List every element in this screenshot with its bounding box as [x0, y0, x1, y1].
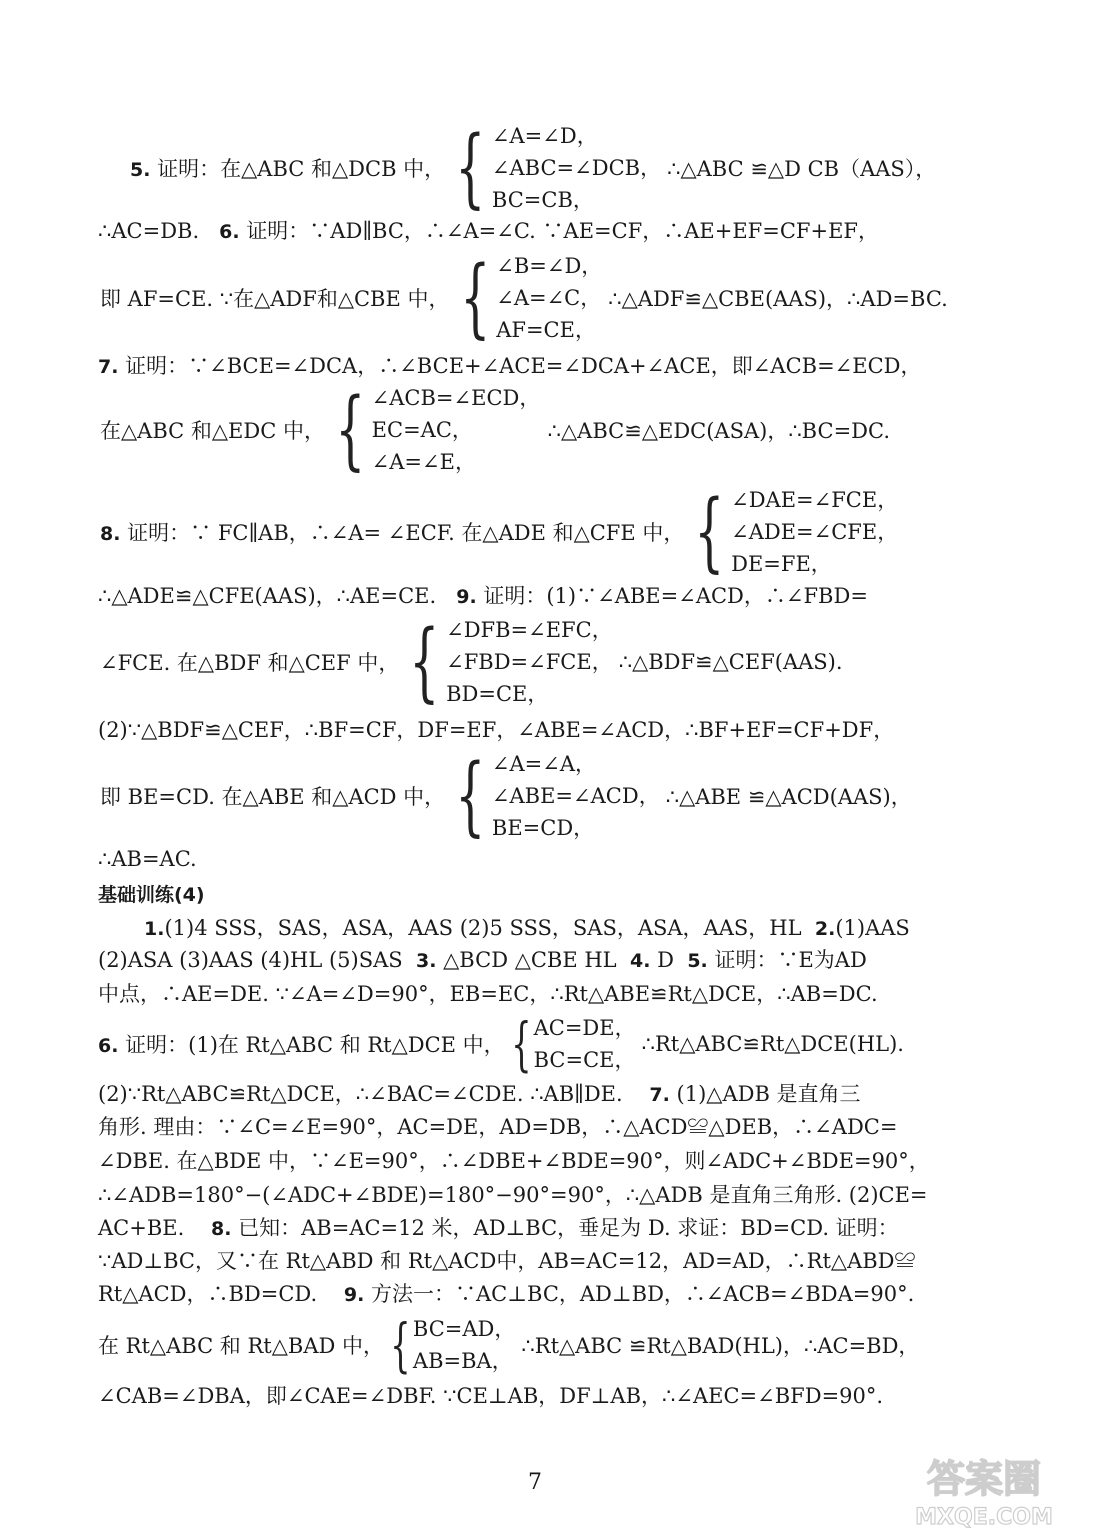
conclusion: ∴Rt△ABC ≌Rt△BAD(HL)，∴AC=BD，	[521, 1334, 920, 1358]
brace: {	[335, 380, 366, 480]
text-line: ∴AB=AC.	[98, 847, 197, 871]
text-line	[98, 217, 989, 246]
text-line	[144, 914, 989, 943]
problem-text: 证明：(1)在 Rt△ABC 和 Rt△DCE 中，	[125, 1033, 505, 1057]
problem-number: 6.	[98, 1035, 119, 1057]
problem-number: 4.	[629, 950, 651, 972]
text-line: ∠CAB=∠DBA，即∠CAE=∠DBF. ∵CE⊥AB，DF⊥AB，∴∠AEC=∠BFD=90°.	[98, 1384, 884, 1408]
basic-6-intro	[98, 1029, 509, 1059]
text: ∴AC=DB.	[98, 219, 200, 243]
condition: ∠FBD=∠FCE，	[446, 650, 613, 674]
text: (1)△ADB 是直角三	[676, 1082, 861, 1106]
brace: {	[455, 118, 486, 218]
problem-text: 在△ABC 和△EDC 中，	[100, 419, 325, 443]
brace: {	[409, 612, 440, 712]
text: AC+BE.	[98, 1216, 185, 1240]
condition: ∠DFB=∠EFC，	[446, 618, 613, 642]
text: △BCD △CBE HL	[443, 948, 617, 972]
condition-list	[372, 382, 542, 478]
text-line	[98, 352, 989, 381]
text-line	[98, 946, 989, 975]
brace: {	[510, 1010, 532, 1078]
text-line: 角形. 理由：∵∠C=∠E=90°，AC=DE，AD=DB，∴△ACD≌△DEB，∴∠ADC=	[98, 1115, 898, 1139]
condition: ∠ADE=∠CFE，	[731, 520, 899, 544]
text: 证明：∵E为AD	[714, 948, 867, 972]
text-line	[98, 1080, 989, 1109]
condition-list	[496, 250, 602, 346]
problem-8-intro	[100, 517, 688, 547]
conclusion: ∴△ABC≌△EDC(ASA)，∴BC=DC.	[547, 419, 890, 443]
brace: {	[459, 248, 490, 348]
section-heading: 基础训练(4)	[98, 884, 205, 906]
condition: DE=FE，	[731, 552, 832, 576]
conclusion: ∴△ABC ≌△D CB（AAS），	[667, 157, 937, 181]
problem-9-system	[100, 614, 843, 710]
text: (2)ASA (3)AAS (4)HL (5)SAS	[98, 948, 403, 972]
text-line: ∵AD⊥BC，又∵在 Rt△ABD 和 Rt△ACD中，AB=AC=12，AD=AD，∴Rt△ABD≌	[98, 1249, 916, 1273]
problem-number: 5.	[130, 159, 151, 181]
problem-text: 即 BE=CD. 在△ABE 和△ACD 中，	[100, 785, 446, 809]
text-line: (2)∵△BDF≌△CEF，∴BF=CF，DF=EF，∠ABE=∠ACD，∴BF+EF=CF+DF，	[98, 718, 895, 742]
text: (2)∵Rt△ABC≌Rt△DCE，∴∠BAC=∠CDE. ∴AB∥DE.	[98, 1082, 623, 1106]
text-line: ∴∠ADB=180°−(∠ADC+∠BDE)=180°−90°=90°，∴△ADB 是直角三角形. (2)CE=	[98, 1183, 928, 1207]
condition: BD=CE，	[446, 682, 549, 706]
conclusion: ∴△BDF≌△CEF(AAS).	[618, 650, 843, 674]
condition: ∠ABC=∠DCB，	[491, 156, 662, 180]
problem-number: 6.	[219, 221, 240, 243]
condition: ∠A=∠E，	[371, 450, 476, 474]
problem-7-system	[100, 382, 890, 478]
text: (1)4 SSS，SAS，ASA，AAS (2)5 SSS，SAS，ASA，AAS，HL	[164, 916, 802, 940]
problem-text: 证明：∵ FC∥AB，∴∠A= ∠ECF. 在△ADE 和△CFE 中，	[127, 521, 685, 545]
condition: AC=DE，	[533, 1016, 636, 1040]
condition: AF=CE，	[496, 318, 596, 342]
problem-5-intro	[130, 153, 449, 183]
problem-8-system	[100, 484, 898, 580]
condition: ∠B=∠D，	[496, 254, 603, 278]
conclusion: ∴△ADF≌△CBE(AAS)，∴AD=BC.	[608, 287, 948, 311]
text: (1)AAS	[835, 916, 910, 940]
condition: AB=BA，	[412, 1349, 513, 1373]
text-line	[98, 1214, 989, 1243]
condition-list	[534, 1012, 636, 1076]
condition: ∠A=∠C，	[496, 286, 602, 310]
text: Rt△ACD，∴BD=CD.	[98, 1282, 318, 1306]
problem-number: 1.	[144, 918, 165, 940]
text-line	[98, 582, 989, 611]
text: ∴△ADE≌△CFE(AAS)，∴AE=CE.	[98, 584, 437, 608]
condition: ∠DAE=∠FCE，	[731, 488, 899, 512]
problem-text: 在 Rt△ABC 和 Rt△BAD 中，	[98, 1334, 384, 1358]
problem-text: ∠FCE. 在△BDF 和△CEF 中，	[100, 651, 400, 675]
problem-text: 即 AF=CE. ∵在△ADF和△CBE 中，	[100, 287, 450, 311]
brace: {	[694, 482, 725, 582]
condition-list	[492, 120, 661, 216]
text: 证明：(1)∵∠ABE=∠ACD，∴∠FBD=	[483, 584, 868, 608]
condition: EC=AC，	[371, 418, 473, 442]
condition: BC=CB，	[491, 188, 594, 212]
condition: BC=CE，	[533, 1048, 636, 1072]
problem-number: 9.	[456, 586, 477, 608]
condition: ∠A=∠D，	[491, 124, 598, 148]
watermark-top: 答案圈	[926, 1457, 1042, 1501]
problem-number: 5.	[687, 950, 708, 972]
problem-number: 8.	[210, 1218, 232, 1240]
problem-number: 3.	[416, 950, 437, 972]
text: D	[657, 948, 674, 972]
basic-6-system	[98, 1012, 904, 1076]
problem-9b-system	[100, 748, 912, 844]
text-line: ∠DBE. 在△BDE 中，∵∠E=90°，∴∠DBE+∠BDE=90°，则∠ADC+∠BDE=90°，	[98, 1149, 930, 1173]
text: 证明：∵∠BCE=∠DCA，∴∠BCE+∠ACE=∠DCA+∠ACE，即∠ACB=∠ECD，	[125, 354, 922, 378]
condition: BC=AD，	[412, 1317, 516, 1341]
problem-number: 2.	[814, 918, 836, 940]
condition-list	[446, 614, 613, 710]
text: 已知：AB=AC=12 米，AD⊥BC，垂足为 D. 求证：BD=CD. 证明：	[238, 1216, 899, 1240]
condition-list	[731, 484, 898, 580]
problem-number: 8.	[100, 523, 121, 545]
text: 证明：∵AD∥BC，∴∠A=∠C. ∵AE=CF，∴AE+EF=CF+EF，	[246, 219, 879, 243]
conclusion: ∴△ABE ≌△ACD(AAS)，	[665, 785, 912, 809]
text-line	[98, 1280, 989, 1309]
condition-list	[492, 748, 660, 844]
condition: ∠ACB=∠ECD，	[371, 386, 541, 410]
condition: ∠A=∠A，	[491, 752, 597, 776]
conclusion: ∴Rt△ABC≌Rt△DCE(HL).	[641, 1032, 904, 1056]
page-number: 7	[528, 1470, 542, 1495]
condition-list	[413, 1313, 516, 1377]
problem-text: 证明：在△ABC 和△DCB 中，	[157, 157, 446, 181]
watermark-logo	[889, 1452, 1079, 1530]
text-line: 中点，∴AE=DE. ∵∠A=∠D=90°，EB=EC，∴Rt△ABE≌Rt△DCE，∴AB=DC.	[98, 982, 878, 1006]
text: 方法一：∵AC⊥BC，AD⊥BD，∴∠ACB=∠BDA=90°.	[371, 1282, 915, 1306]
brace: {	[455, 746, 486, 846]
condition: BE=CD，	[491, 816, 595, 840]
problem-5	[130, 120, 936, 216]
brace: {	[390, 1311, 411, 1379]
problem-number: 9.	[343, 1284, 365, 1306]
basic-9-system	[98, 1313, 919, 1377]
condition: ∠ABE=∠ACD，	[491, 784, 660, 808]
watermark-bottom: MXQE.COM	[915, 1505, 1053, 1530]
problem-number: 7.	[98, 356, 119, 378]
problem-6-system	[100, 250, 948, 346]
problem-number: 7.	[649, 1084, 670, 1106]
